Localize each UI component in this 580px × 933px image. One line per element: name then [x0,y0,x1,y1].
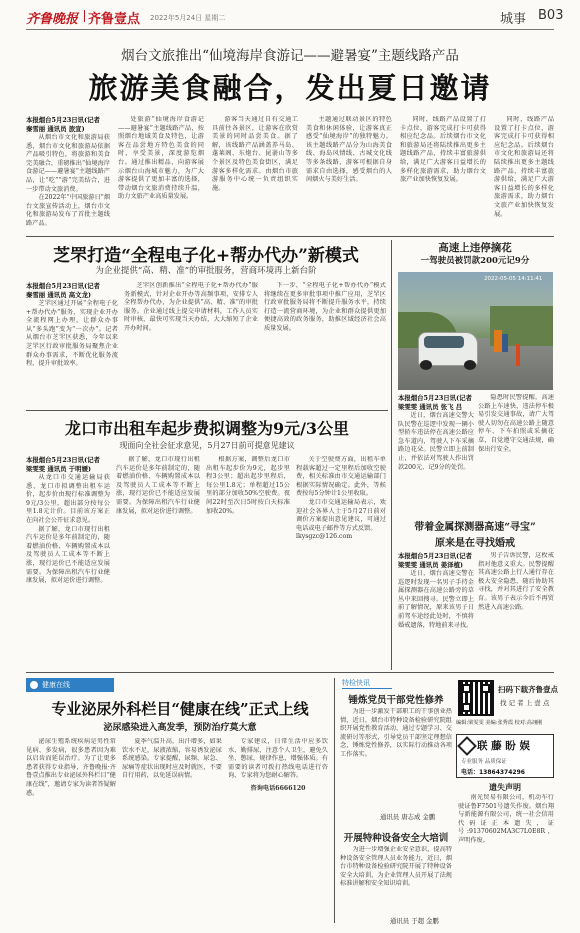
advertisement [456,734,554,778]
photo-subheadline: 一驾驶员被罚款200元记9分 [420,256,530,266]
health-subheadline: 泌尿感染进入高发季，预防治疗莫大意 [103,723,257,733]
taxi-subheadline: 现面向全社会征求意见，5月27日前可提意见建议 [119,441,295,450]
qr-code[interactable] [458,680,494,716]
health-logo-icon [30,681,38,689]
page-credits: 编辑:梁雯雯 美编:张秀霞 校对:高翊刚 [456,720,543,726]
taxi-column-4: 关于空驶费方面，出租车单程载客超过一定里程后加收空驶费，相关标准由市交通运输部门根据实际情况确定。此外，等候费按每5分钟计1公里收取。 龙口市交通运输局表示，欢迎社会各界人士于5月27日前对调价方案提出意见建议，可通过电话或电子邮件等方式反馈。 lkysgzc@126.com [296,456,386,541]
notice-2-text: 为进一步增强企业安全意识，提高特种设备安全管理人员业务能力，近日，烟台市特种设备检验研究院开展了特种设备安全大培训，为企业管理人员开展了法规标准讲解和安全知识培训。 [340,846,452,888]
vertical-divider-lower [334,678,335,923]
lost-notice-text: 南光贸易有限公司，机动车行驶证鲁F7501号遗失作废。烟台翔与新能源有限公司，统一社会信用代码证正本遗失，证号:91370602MA3C7L0E8R，声明作废。 [458,794,554,844]
taxi-divider [26,410,388,411]
notice-1-headline: 锤炼党员干部党性修养 [348,695,444,706]
masthead-date: 2022年5月24日 星期二 [150,14,226,22]
notice-tag: 特检快讯 [342,678,392,689]
lead-headline: 旅游美食融合，发出夏日邀请 [88,71,492,105]
news-photo [398,272,553,390]
detector-column-2: 男子告诉民警，这枚戒指对他意义重大。民警提醒其高速公路上行人通行存在极大安全隐患，随后协助其寻找，并对其进行了安全教育。该男子表示今后不再贸然进入高速公路。 [478,552,554,611]
masthead-logo: 齐鲁晚报 [26,12,79,27]
taxi-column-2: 据了解，龙口市现行出租汽车运价是多年前制定的，随着燃油价格、车辆购置成本以及驾驶员人工成本等不断上涨，现行运价已不能适应发展需要。为保障出租汽车行业健康发展，拟对运价进行调整。 [116,456,200,515]
section-name: 城事 [500,12,527,27]
section-divider [26,236,554,237]
notice-1-text: 为进一步激发干部职工的干事创业热情，近日，烟台市特种设备检验研究院组织开展党性教育活动，通过专题学习、交流研讨等形式，引导党员干部坚定理想信念，锤炼党性修养，以实际行动推动各项工作落实。 [340,708,452,758]
photo-column-1: 本报烟台5月23日讯(记者 梁雯雯 通讯员 张飞 吕 近日，烟台高速交警大队民警在巡逻中发现一辆小型轿车违法停在高速公路应急车道内，驾驶人下车采摘路边花朵。民警立即上前制止，并依法对驾驶人作出罚款200元、记9分的处罚。 [398,394,474,471]
masthead-rule [26,29,554,30]
taxi-column-3: 根据方案，调整后龙口市出租车起步价为9元，起步里程3公里；超出起步里程后，每公里1.8元；单程超过15公里的部分加收50%空驶费。夜间22时至次日5时按白天标准加收20%。 [206,456,290,515]
notice-2-headline: 开展特种设备安全大培训 [343,833,449,844]
taxi-headline: 龙口市出租车起步费拟调整为9元/3公里 [64,419,350,438]
ad-phone: 电话：13864374296 [461,769,525,776]
health-column-3: 专家建议，日常生活中应多饮水、勤排尿，注意个人卫生，避免久坐、憋尿，规律作息，增强体质。有需要的读者可拨打热线电话进行咨询，专家将为您耐心解答。 咨询电话6666120 [228,738,328,792]
health-headline: 专业泌尿外科栏目“健康在线”正式上线 [51,700,309,718]
photo-column-2: 隐患时民警提醒，高速公路上车速快，违法停车极易引发交通事故，请广大驾驶人切勿在高速公路上随意停车、下车拍照或采摘花草，自觉遵守交通法规，确保出行安全。 [478,394,554,453]
masthead [0,0,580,30]
detector-headline: 带着金属探测器高速“寻宝” [414,522,536,533]
digital-subheadline: 为企业提供“高、精、准”的审批服务，营商环境再上新台阶 [95,266,317,276]
digital-column-2: 芝罘区创新推出“全程电子化+帮办代办”服务新模式，针对企业开办等高频事项，安排专人全程帮办代办，为企业提供“高、精、准”的审批服务。企业通过线上提交申请材料，工作人员实时审核，最快可实现当天办结，大大缩短了企业开办时间。 [124,282,258,332]
notice-2-reporter: 通讯员 于超 金鹏 [390,917,439,925]
masthead-divider [84,10,85,22]
photo-headline: 高速上违停摘花 [438,242,512,254]
ad-logo-icon [457,736,477,756]
health-hotline: 咨询电话6666120 [250,784,306,792]
lower-section-rule [26,672,554,673]
lead-kicker: 烟台文旅推出“仙境海岸食游记——避暑宴”主题线路产品 [121,48,459,64]
digital-column-3: 下一步，“全程电子化+帮办代办”模式将继续在更多审批事项中推广应用，芝罘区行政审批服务局将不断提升服务水平，持续打造一流营商环境，为企业和群众提供更加便捷高效的政务服务，助推区域经济社会高质量发展。 [264,282,386,332]
qr-title: 扫码下载齐鲁壹点 [498,685,558,694]
lead-column-4: 主题通过联动景区的特色美食和休闲体验，让游客真正感受“仙境海岸”的独特魅力。该主题线路产品分为山海美食线、海岛风情线、古城文化线等多条线路，游客可根据自身需求自由选择，感受烟台的人间烟火与美好生活。 [306,116,392,184]
page-number: B03 [538,8,564,23]
qr-line: 找 记 者 上 壹 点 [500,699,550,707]
lost-notice-title: 遗失声明 [489,782,521,792]
notice-1-reporter: 通讯员 唐志成 金鹏 [380,813,436,821]
ad-small: 专业服务 品质保证 [461,759,507,765]
lead-column-3: 游客当天通过自有交通工具前往各景区，让游客在欣赏美景的同时品尝美食。据了解，该线路产品涵盖养马岛、蓬莱阁、东炮台、昆嵛山等多个景区及特色美食街区，满足游客多样化需求。由烟台市旅游服务中心统一负责组织实施。 [212,116,298,192]
ad-brand: 联 藤 盼 娱 [477,740,530,752]
digital-headline: 芝罘打造“全程电子化+帮办代办”新模式 [53,246,359,266]
taxi-email: lkysgzc@126.com [296,533,353,541]
health-column-1: 泌尿生殖系统疾病是男性常见病、多发病，很多患者因为难以启齿而延误治疗。为了让更多患者获得专业指导，齐鲁晚报·齐鲁壹点推出专业泌尿外科栏目“健康在线”，邀请专家为读者答疑解惑。 [26,738,116,797]
lead-column-6: 同时，线路产品设置了打卡点位，游客完成打卡可获得相应纪念品。后续烟台市文化和旅游局还将陆续推出更多主题线路产品，持续丰富旅游供给，满足广大游客日益增长的多样化旅游需求，助力烟台文旅产业加快恢复发展。 [494,116,554,218]
taxi-column-1: 本报烟台5月23日讯(记者 梁雯雯 通讯员 于明媛) 从龙口市交通运输局获悉，龙口市拟调整出租车运价，起步价由现行标准调整为9元/3公里，超出部分按每公里1.8元计价。目前该方案正在向社会公开征求意见。 据了解，龙口市现行出租汽车运价是多年前制定的，随着燃油价格、车辆购置成本以及驾驶员人工成本等不断上涨，现行运价已不能适应发展需要。为保障出租汽车行业健康发展，拟对运价进行调整。 [26,456,110,585]
digital-column-1: 本报烟台5月23日讯(记者 秦雪丽 通讯员 高文龙) 芝罘区通过开展“全程电子化+帮办代办”服务，实现企业开办全流程网上办理，让群众办事从“多头跑”变为“一次办”。记者从烟台市芝罘区获悉，今年以来芝罘区行政审批服务局聚焦企业群众办事需求，不断优化服务流程，提升审批效率。 [26,282,118,368]
lead-column-5: 同时，线路产品设置了打卡点位，游客完成打卡可获得相应纪念品。后续烟台市文化和旅游局还将陆续推出更多主题线路产品，持续丰富旅游供给，满足广大游客日益增长的多样化旅游需求，助力烟台文旅产业加快恢复发展。 [400,116,486,184]
detector-column-1: 本报烟台5月23日讯(记者 梁雯雯 通讯员 姜泽植) 近日，烟台高速交警在巡逻时发现一名男子手持金属探测器在高速公路旁的草丛中来回搜寻。民警立即上前了解情况，原来该男子日前驾车途经此处时，不慎将婚戒遗落，特地前来寻找。 [398,552,474,629]
detector-subheadline: 原来是在寻找婚戒 [435,538,515,549]
lead-column-2: 处旅游“仙境海岸食游记——避暑宴”主题线路产品，按照烟台地域美食及特色，让游客在品尝地方特色美食的同时，享受美景，深度游览烟台。通过推出精品，向游客展示烟台山海城市魅力，为广大游客提供了更加丰富的选择，带动烟台文旅消费持续升温，助力文旅产业高质量发展。 [118,116,204,201]
lead-column-1: 本报烟台5月23日讯(记者 秦雪丽 通讯员 旅宣) 从烟台市文化和旅游局获悉，烟台市文化和旅游局依据产品吸引特色，将旅游和美食完美融合，重磅推出“仙境海岸食游记——避暑宴”主题线路产品，让“吃”“游”完美结合，进一步带动文旅消费。 在2022年“中国旅游日”烟台文旅宣传活动上，烟台市文化和旅游局发布了首批主题线路产品。 [26,116,110,227]
photo-timestamp: 2022-05-05 14:11:41 [484,276,543,282]
health-logo: 健康在线 [26,678,114,692]
health-column-2: 夏季气温升高，出汗增多，如果饮水不足，尿液浓缩，容易诱发泌尿系统感染。专家提醒，尿频、尿急、尿痛等症状出现时应及时就医，不要自行用药，以免延误病情。 [122,738,222,780]
masthead-sub-brand: 齐鲁壹点 [88,12,141,27]
vertical-divider-upper [391,240,392,670]
